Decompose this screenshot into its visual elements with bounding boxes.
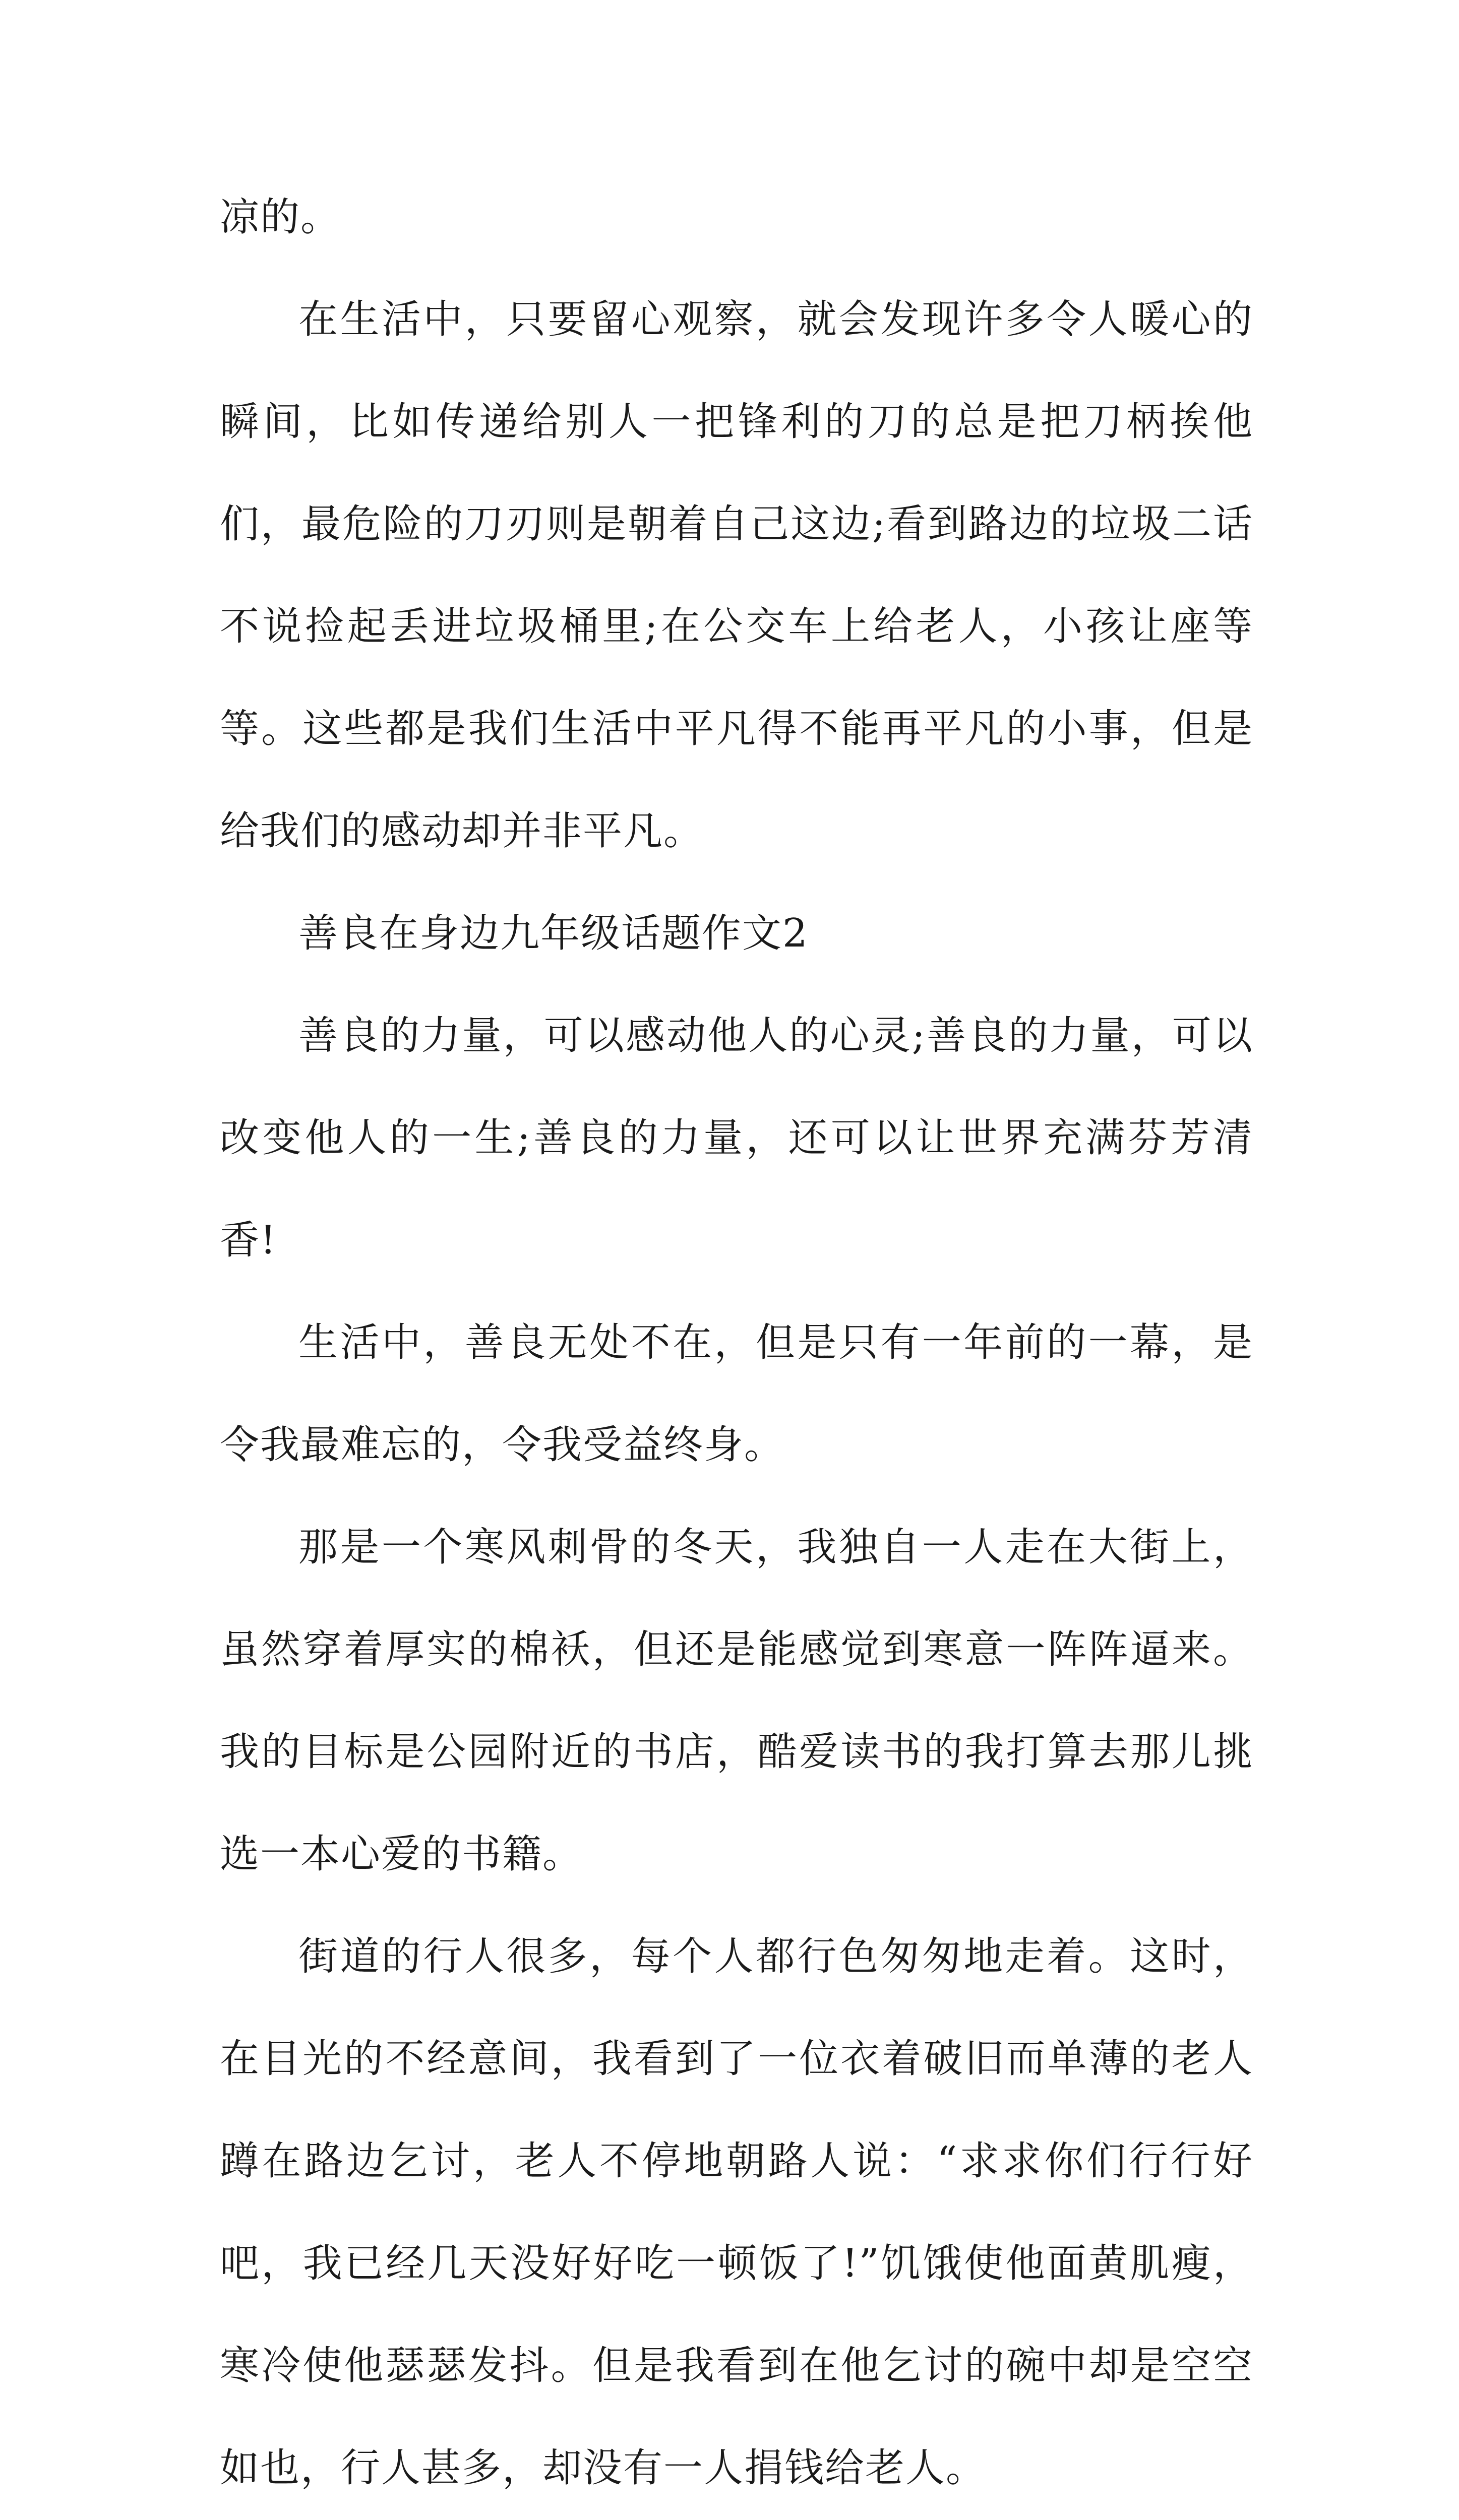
- essay-title: 善良在身边九年级话题作文2: [298, 911, 809, 956]
- document-page: [220, 166, 1253, 2520]
- paragraph-2: 在生活中，只要留心观察，就会发现许多令人暖心的瞬间，比如传递给别人一把锋利的刀的总是把刀柄挨他们，最危险的刀刃则是朝着自己这边;看到路边的垃圾二话不说捡起丢进垃圾桶里;在公交车上给老人，小孩让座等等。这些都是我们生活中平凡得不能再平凡的小事，但是给我们的感动却并非平凡。: [220, 297, 1253, 854]
- paragraph-6: 街道的行人很多，每个人都行色匆匆地走着。这时，在目光的不经意间，我看到了一位衣着破旧而单薄的老人蹲在路边乞讨，老人不停地朝路人说：“求求你们行行好吧，我已经几天没好好吃一顿饭了!”饥饿使他面黄肌瘦，寒冷使他瑟瑟发抖。但是我看到在他乞讨的碗中却是空空如也，行人甚多，却没有一人捐钱给老人。: [220, 1934, 1253, 2491]
- paragraph-5: 那是一个寒风刺骨的冬天，我独自一人走在大街上，虽然穿着厚实的棉袄，但还是能感觉到寒意一阵阵逼来。我的目标是公园附近的书店，酷爱读书的我打算去那儿挑选一本心爱的书籍。: [220, 1525, 1253, 1877]
- paragraph-7: [220, 2519, 1253, 2520]
- paragraph-1: 凉的。: [220, 195, 341, 240]
- paragraph-3: 善良的力量，可以感动他人的心灵;善良的力量，可以改变他人的一生;善良的力量，还可以让世界充满芬芳清香!: [220, 1013, 1253, 1263]
- paragraph-4: 生活中，善良无处不在，但是只有一年前的一幕，是令我最难忘的，令我受益终身。: [220, 1320, 1253, 1468]
